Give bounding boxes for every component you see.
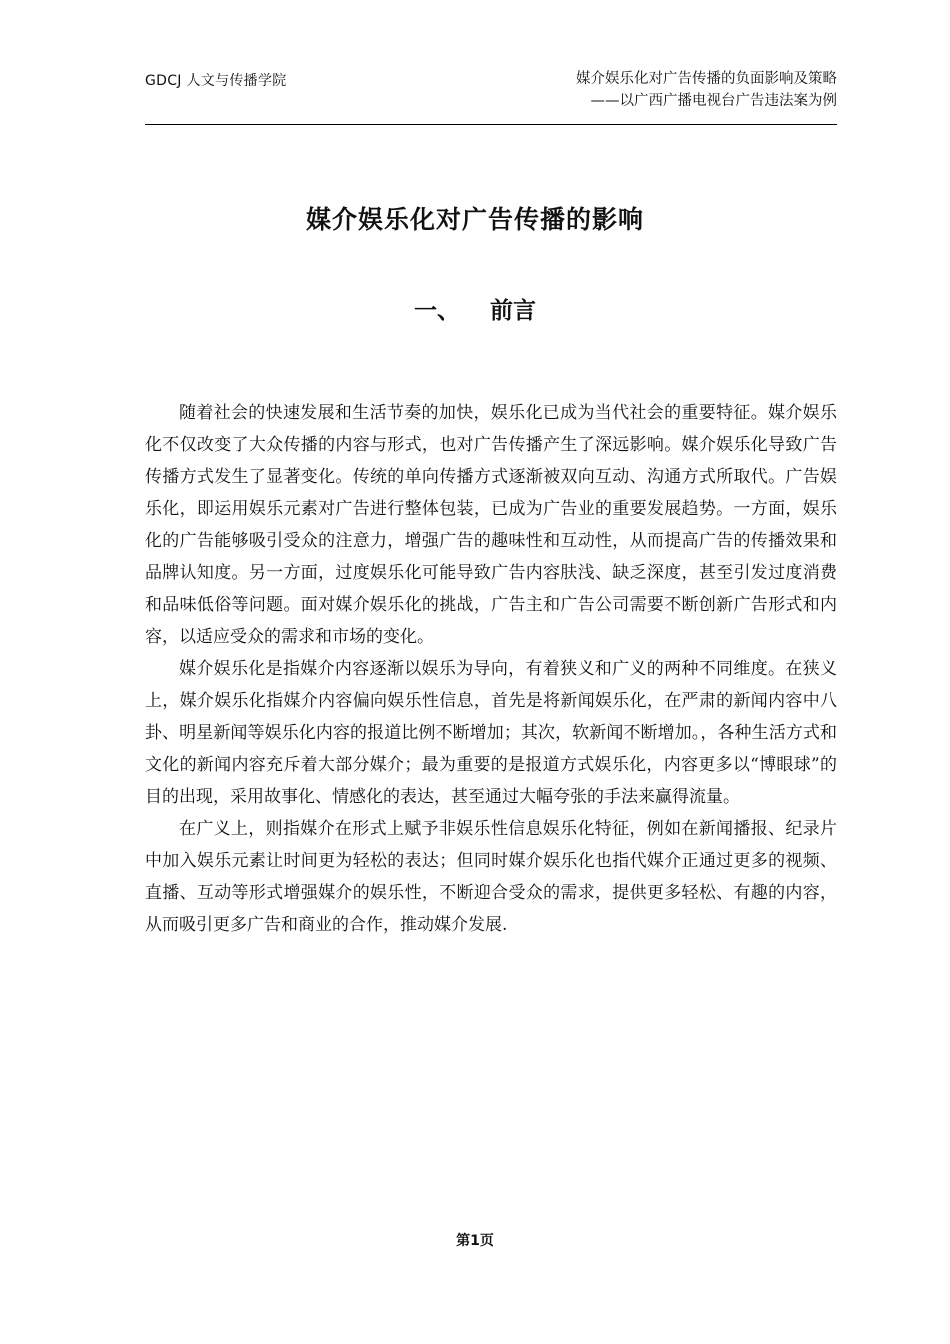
section-title: 前言 — [490, 298, 536, 324]
body-text — [145, 397, 837, 941]
header-title-line1: 媒介娱乐化对广告传播的负面影响及策略 — [576, 71, 837, 87]
paragraph: 媒介娱乐化是指媒介内容逐渐以娱乐为导向，有着狭义和广义的两种不同维度。在狭义上，媒介娱乐化指媒介内容偏向娱乐性信息，首先是将新闻娱乐化，在严肃的新闻内容中八卦、明星新闻等娱乐化内容的报道比例不断增加；其次，软新闻不断增加。，各种生活方式和文化的新闻内容充斥着大部分媒介；最为重要的是报道方式娱乐化，内容更多以“博眼球”的目的出现，采用故事化、情感化的表达，甚至通过大幅夸张的手法来赢得流量。 — [145, 659, 837, 807]
header-divider — [145, 124, 837, 125]
section-number: 一、 — [414, 298, 460, 324]
paragraph: 在广义上，则指媒介在形式上赋予非娱乐性信息娱乐化特征，例如在新闻播报、纪录片中加入娱乐元素让时间更为轻松的表达；但同时媒介娱乐化也指代媒介正通过更多的视频、直播、互动等形式增强媒介的娱乐性，不断迎合受众的需求，提供更多轻松、有趣的内容，从而吸引更多广告和商业的合作，推动媒介发展. — [145, 819, 837, 935]
paragraph: 随着社会的快速发展和生活节奏的加快，娱乐化已成为当代社会的重要特征。媒介娱乐化不仅改变了大众传播的内容与形式，也对广告传播产生了深远影响。媒介娱乐化导致广告传播方式发生了显著变化。传统的单向传播方式逐渐被双向互动、沟通方式所取代。广告娱乐化，即运用娱乐元素对广告进行整体包装，已成为广告业的重要发展趋势。一方面，娱乐化的广告能够吸引受众的注意力，增强广告的趣味性和互动性，从而提高广告的传播效果和品牌认知度。另一方面，过度娱乐化可能导致广告内容肤浅、缺乏深度，甚至引发过度消费和品味低俗等问题。面对媒介娱乐化的挑战，广告主和广告公司需要不断创新广告形式和内容，以适应受众的需求和市场的变化。 — [145, 403, 837, 647]
section-heading — [0, 292, 950, 325]
header-title-line2: ——以广西广播电视台广告违法案为例 — [590, 93, 837, 109]
page-number: 第1页 — [456, 1233, 494, 1249]
page-title: 媒介娱乐化对广告传播的影响 — [305, 205, 644, 234]
header-paper-title — [576, 68, 837, 112]
header-institution: GDCJ 人文与传播学院 — [145, 73, 287, 89]
